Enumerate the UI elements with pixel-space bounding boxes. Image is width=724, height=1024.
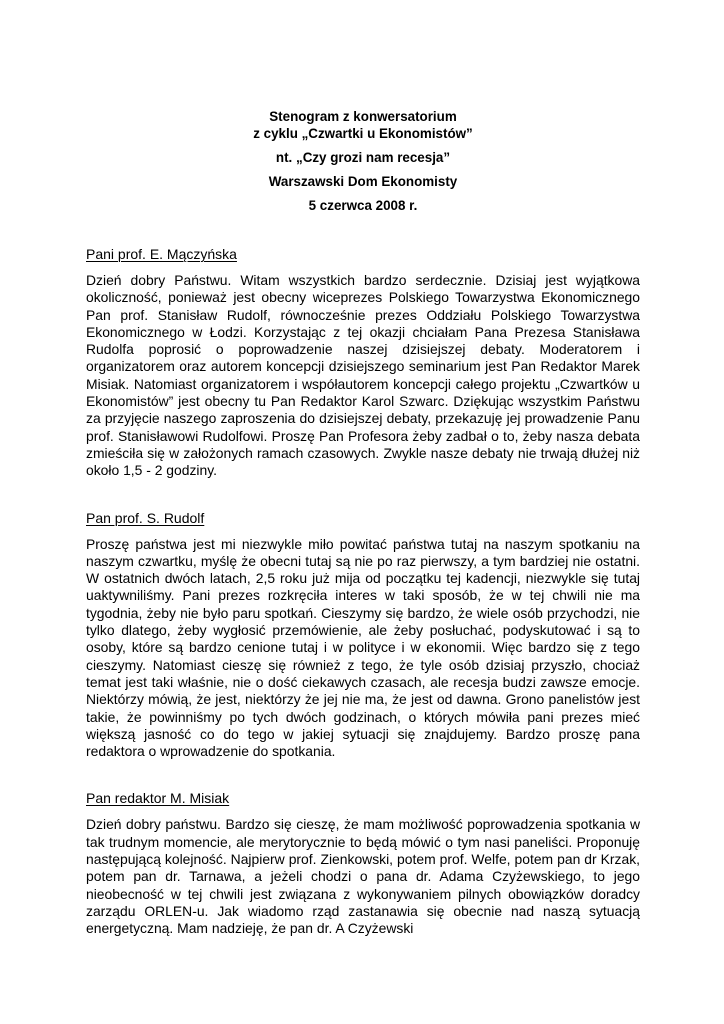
header-date: 5 czerwca 2008 r. [308,198,418,213]
speech-section [86,510,640,761]
header-title: Stenogram z konwersatorium [269,109,457,124]
speech-text: Dzień dobry państwu. Bardzo się cieszę, że mam możliwość poprowadzenia spotkania w tak trudnym momencie, ale merytorycznie to będą mówić o tym nasi paneliści. Proponuję następującą kolejność. Najpierw prof. Zienkowski, potem prof. Welfe, potem pan dr Krzak, potem pan dr. Tarnawa, a jeżeli chodzi o pana dr. Adama Czyżewskiego, to jego nieobecność w tej chwili jest związana z wykonywaniem pilnych obowiązków doradcy zarządu ORLEN-u. Jak wiadomo rząd zastanawia się obecnie nad naszą sytuacją energetyczną. Mam nadzieję, że pan dr. A Czyżewski [86,816,640,937]
speaker-name: Pani prof. E. Mączyńska [86,246,237,262]
speaker-name: Pan prof. S. Rudolf [86,509,205,526]
speech-text: Proszę państwa jest mi niezwykle miło powitać państwa tutaj na naszym spotkaniu na naszym czwartku, myślę że obecni tutaj są nie po raz pierwszy, a tym bardziej nie ostatni. W ostatnich dwóch latach, 2,5 roku już mija od początku tej kadencji, niezwykle się tutaj uaktywniliśmy. Pani prezes rozkręciła interes w taki sposób, że w tej chwili nie ma tygodnia, żeby nie było paru spotkań. Cieszymy się bardzo, że wiele osób przychodzi, nie tylko dlatego, żeby wygłosić przemówienie, ale żeby posłuchać, podyskutować i są to osoby, które są bardzo cenione tutaj i w polityce i w ekonomii. Więc bardzo się z tego cieszymy. Natomiast cieszę się również z tego, że tyle osób dzisiaj przyszło, chociaż temat jest taki właśnie, nie o dość ciekawych czasach, ale recesja budzi zawsze emocje. Niektórzy mówią, że jest, niektórzy że jej nie ma, że jest od dawna. Grono panelistów jest takie, że powinniśmy po tych dwóch godzinach, o których mówiła pani prezes mieć większą jasność co do tego w jakiej sytuacji się znajdujemy. Bardzo proszę pana redaktora o wprowadzenie do spotkania. [86,535,640,760]
speech-section [86,246,640,480]
document-header [86,108,640,214]
speech-text: Dzień dobry Państwu. Witam wszystkich bardzo serdecznie. Dzisiaj jest wyjątkowa okoliczność, ponieważ jest obecny wiceprezes Polskiego Towarzystwa Ekonomicznego Pan prof. Stanisław Rudolf, równocześnie prezes Oddziału Polskiego Towarzystwa Ekonomicznego w Łodzi. Korzystając z tej okazji chciałam Pana Prezesa Stanisława Rudolfa poprosić o poprowadzenie naszej dzisiejszej debaty. Moderatorem i organizatorem oraz autorem koncepcji dzisiejszego seminarium jest Pan Redaktor Marek Misiak. Natomiast organizatorem i współautorem koncepcji całego projektu „Czwartków u Ekonomistów” jest obecny tu Pan Redaktor Karol Szwarc. Dziękując wszystkim Państwu za przyjęcie naszego zaproszenia do dzisiejszej debaty, przekazuję jej prowadzenie Panu prof. Stanisławowi Rudolfowi. Proszę Pan Profesora żeby zadbał o to, żeby nasza debata zmieściła się w założonych ramach czasowych. Zwykle nasze debaty nie trwają dłużej niż około 1,5 - 2 godziny. [86,272,640,479]
document-page [86,108,640,938]
speaker-name: Pan redaktor M. Misiak [86,790,230,807]
header-topic: nt. „Czy grozi nam recesja” [275,150,451,165]
speech-section [86,790,640,937]
header-series: z cyklu „Czwartki u Ekonomistów” [253,126,473,141]
header-venue: Warszawski Dom Ekonomisty [268,174,458,189]
